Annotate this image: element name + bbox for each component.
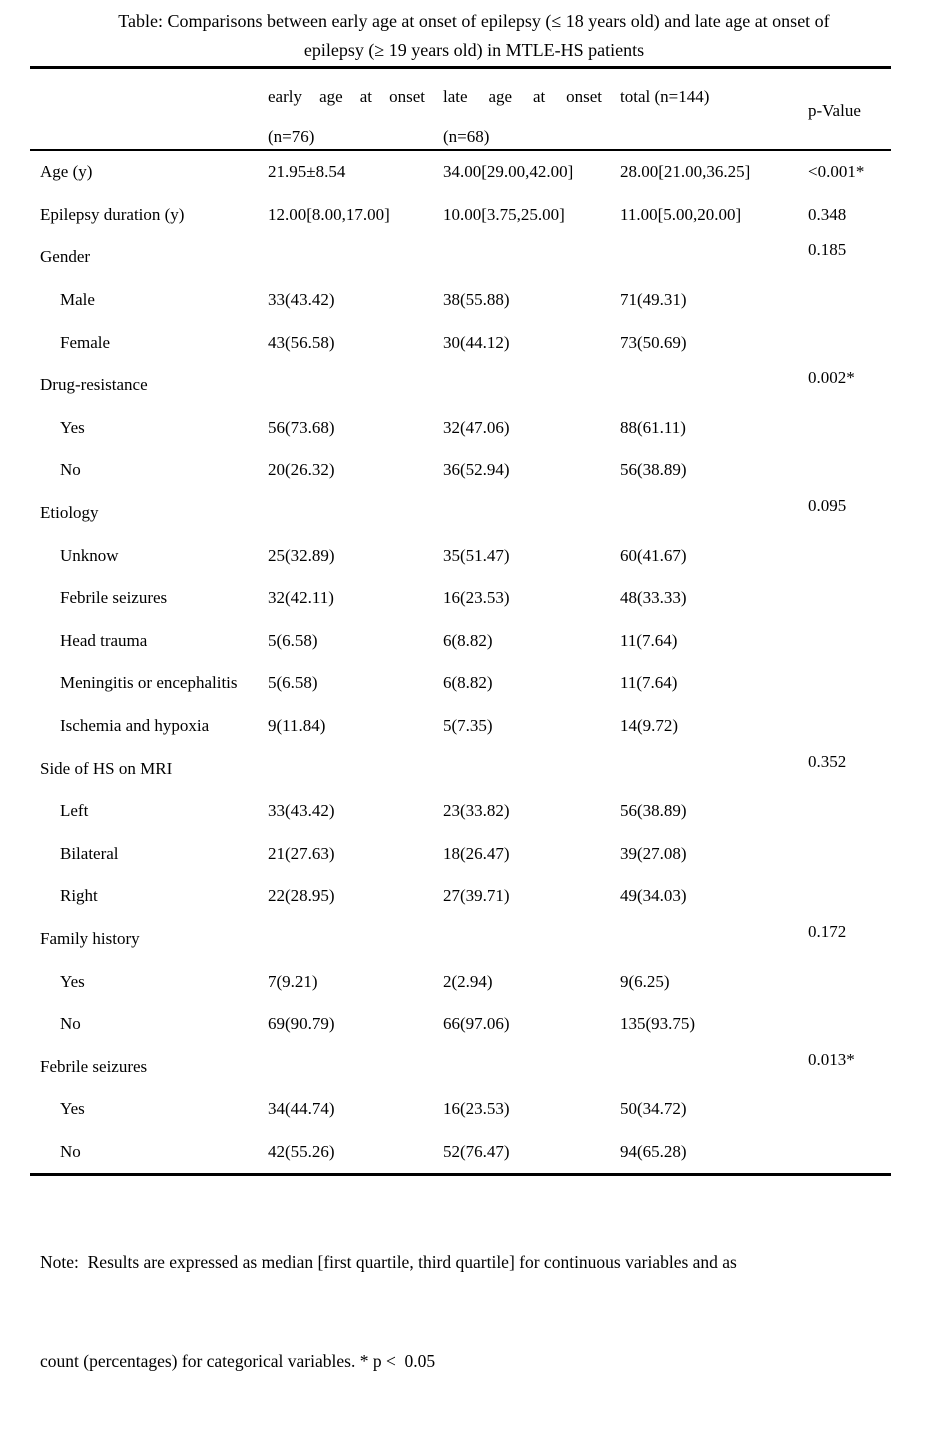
cell-pvalue: 0.348 bbox=[808, 204, 847, 224]
row-label-text: Ischemia and hypoxia bbox=[60, 716, 210, 736]
header-early-line2: (n=76) bbox=[268, 127, 315, 146]
cell-total-value: 9(6.25) bbox=[620, 971, 670, 991]
table-row bbox=[30, 492, 891, 535]
cell-row-label bbox=[30, 801, 258, 821]
cell-row-label bbox=[30, 247, 258, 267]
table-header-row bbox=[30, 69, 891, 149]
table-row bbox=[30, 1088, 891, 1131]
row-label-text: Etiology bbox=[40, 503, 99, 523]
table-row bbox=[30, 875, 891, 918]
cell-total-value: 11(7.64) bbox=[620, 673, 678, 693]
cell-total-value: 94(65.28) bbox=[620, 1141, 687, 1161]
header-cell-label bbox=[30, 69, 258, 149]
cell-late-value: 30(44.12) bbox=[443, 332, 510, 352]
header-cell-early-group bbox=[258, 69, 433, 149]
table-row bbox=[30, 279, 891, 322]
cell-total-value: 135(93.75) bbox=[620, 1014, 696, 1034]
table-title-line1: Table: Comparisons between early age at onset of epilepsy (≤ 18 years old) and late age at onset of bbox=[118, 11, 830, 31]
table-row bbox=[30, 449, 891, 492]
row-label-text: Febrile seizures bbox=[40, 1056, 148, 1076]
table-row bbox=[30, 321, 891, 364]
table-row bbox=[30, 577, 891, 620]
table-row bbox=[30, 620, 891, 663]
cell-row-label bbox=[30, 844, 258, 864]
cell-late-value: 5(7.35) bbox=[443, 716, 493, 736]
cell-row-label bbox=[30, 588, 258, 608]
cell-total-value: 39(27.08) bbox=[620, 843, 687, 863]
cell-row-label bbox=[30, 418, 258, 438]
row-label-text: Febrile seizures bbox=[60, 588, 168, 608]
cell-total-value: 28.00[21.00,36.25] bbox=[620, 162, 751, 182]
cell-early-value: 25(32.89) bbox=[268, 545, 335, 565]
header-late-line2: (n=68) bbox=[443, 127, 490, 146]
table-bottom-rule bbox=[30, 1173, 891, 1176]
cell-total-value: 88(61.11) bbox=[620, 417, 686, 437]
table-row bbox=[30, 747, 891, 790]
table-row bbox=[30, 364, 891, 407]
cell-early-value: 7(9.21) bbox=[268, 971, 318, 991]
table-row bbox=[30, 1131, 891, 1174]
table-note bbox=[40, 1180, 896, 1444]
cell-row-label bbox=[30, 503, 258, 523]
row-label-text: Yes bbox=[60, 971, 85, 991]
cell-late-value: 66(97.06) bbox=[443, 1014, 510, 1034]
cell-pvalue: 0.172 bbox=[808, 921, 847, 941]
table-row bbox=[30, 662, 891, 705]
cell-early-value: 22(28.95) bbox=[268, 886, 335, 906]
table-body bbox=[30, 151, 891, 1173]
table-row bbox=[30, 1003, 891, 1046]
cell-row-label bbox=[30, 375, 258, 395]
header-cell-pvalue bbox=[800, 69, 891, 149]
table-row bbox=[30, 960, 891, 1003]
row-label-text: Epilepsy duration (y) bbox=[40, 204, 185, 224]
row-label-text: Family history bbox=[40, 928, 140, 948]
row-label-text: No bbox=[60, 1014, 81, 1034]
cell-row-label bbox=[30, 759, 258, 779]
cell-total-value: 56(38.89) bbox=[620, 460, 687, 480]
cell-early-value: 33(43.42) bbox=[268, 290, 335, 310]
table-note-line1: Note: Results are expressed as median [first quartile, third quartile] for continuous variables and as bbox=[40, 1252, 737, 1272]
cell-total-value: 11(7.64) bbox=[620, 630, 678, 650]
cell-early-value: 21(27.63) bbox=[268, 843, 335, 863]
cell-late-value: 34.00[29.00,42.00] bbox=[443, 162, 574, 182]
table-title bbox=[0, 7, 948, 65]
cell-early-value: 21.95±8.54 bbox=[268, 162, 346, 182]
cell-row-label bbox=[30, 333, 258, 353]
cell-late-value: 10.00[3.75,25.00] bbox=[443, 204, 565, 224]
cell-row-label bbox=[30, 1014, 258, 1034]
cell-row-label bbox=[30, 460, 258, 480]
cell-early-value: 20(26.32) bbox=[268, 460, 335, 480]
cell-early-value: 42(55.26) bbox=[268, 1141, 335, 1161]
cell-row-label bbox=[30, 1142, 258, 1162]
cell-early-value: 9(11.84) bbox=[268, 716, 326, 736]
cell-row-label bbox=[30, 1057, 258, 1077]
row-label-text: Bilateral bbox=[60, 843, 119, 863]
cell-total-value: 11.00[5.00,20.00] bbox=[620, 204, 742, 224]
row-label-text: Female bbox=[60, 332, 111, 352]
cell-early-value: 43(56.58) bbox=[268, 332, 335, 352]
cell-total-value: 56(38.89) bbox=[620, 801, 687, 821]
row-label-text: No bbox=[60, 1141, 81, 1161]
cell-early-value: 5(6.58) bbox=[268, 630, 318, 650]
cell-pvalue: <0.001* bbox=[808, 162, 865, 182]
row-label-text: No bbox=[60, 460, 81, 480]
cell-pvalue: 0.185 bbox=[808, 240, 847, 260]
row-label-text: Unknow bbox=[60, 545, 119, 565]
cell-early-value: 69(90.79) bbox=[268, 1014, 335, 1034]
table-row bbox=[30, 236, 891, 279]
cell-row-label bbox=[30, 290, 258, 310]
cell-late-value: 38(55.88) bbox=[443, 290, 510, 310]
header-cell-late-group bbox=[433, 69, 610, 149]
cell-early-value: 33(43.42) bbox=[268, 801, 335, 821]
table-row bbox=[30, 1045, 891, 1088]
cell-pvalue: 0.013* bbox=[808, 1049, 855, 1069]
cell-early-value: 12.00[8.00,17.00] bbox=[268, 204, 390, 224]
cell-late-value: 27(39.71) bbox=[443, 886, 510, 906]
cell-pvalue: 0.002* bbox=[808, 368, 855, 388]
cell-late-value: 35(51.47) bbox=[443, 545, 510, 565]
cell-row-label bbox=[30, 1099, 258, 1119]
cell-row-label bbox=[30, 162, 258, 182]
row-label-text: Yes bbox=[60, 417, 85, 437]
cell-late-value: 23(33.82) bbox=[443, 801, 510, 821]
table-title-line2: epilepsy (≥ 19 years old) in MTLE-HS patients bbox=[303, 40, 645, 60]
cell-late-value: 16(23.53) bbox=[443, 588, 510, 608]
table-row bbox=[30, 790, 891, 833]
row-label-text: Yes bbox=[60, 1099, 85, 1119]
cell-late-value: 52(76.47) bbox=[443, 1141, 510, 1161]
cell-late-value: 36(52.94) bbox=[443, 460, 510, 480]
header-pvalue-label: p-Value bbox=[808, 101, 861, 120]
cell-early-value: 56(73.68) bbox=[268, 417, 335, 437]
cell-row-label bbox=[30, 205, 258, 225]
cell-late-value: 2(2.94) bbox=[443, 971, 493, 991]
cell-total-value: 71(49.31) bbox=[620, 290, 687, 310]
row-label-text: Gender bbox=[40, 247, 91, 267]
cell-row-label bbox=[30, 631, 258, 651]
cell-row-label bbox=[30, 546, 258, 566]
cell-row-label bbox=[30, 886, 258, 906]
cell-late-value: 6(8.82) bbox=[443, 673, 493, 693]
table-row bbox=[30, 407, 891, 450]
row-label-text: Age (y) bbox=[40, 162, 93, 182]
cell-row-label bbox=[30, 673, 258, 693]
cell-row-label bbox=[30, 929, 258, 949]
cell-total-value: 49(34.03) bbox=[620, 886, 687, 906]
row-label-text: Right bbox=[60, 886, 98, 906]
cell-late-value: 32(47.06) bbox=[443, 417, 510, 437]
row-label-text: Head trauma bbox=[60, 630, 148, 650]
cell-late-value: 18(26.47) bbox=[443, 843, 510, 863]
row-label-text: Left bbox=[60, 801, 89, 821]
table-note-line2: count (percentages) for categorical variables. * p < 0.05 bbox=[40, 1351, 436, 1371]
cell-early-value: 5(6.58) bbox=[268, 673, 318, 693]
cell-pvalue: 0.352 bbox=[808, 751, 847, 771]
table-row bbox=[30, 194, 891, 237]
row-label-text: Male bbox=[60, 290, 95, 310]
cell-early-value: 34(44.74) bbox=[268, 1099, 335, 1119]
table-row bbox=[30, 151, 891, 194]
header-early-line1: early age at onset bbox=[268, 87, 425, 106]
cell-total-value: 48(33.33) bbox=[620, 588, 687, 608]
cell-total-value: 14(9.72) bbox=[620, 716, 679, 736]
row-label-text: Drug-resistance bbox=[40, 375, 148, 395]
table-row bbox=[30, 833, 891, 876]
cell-total-value: 50(34.72) bbox=[620, 1099, 687, 1119]
row-label-text: Meningitis or encephalitis bbox=[60, 673, 238, 693]
header-total-label: total (n=144) bbox=[620, 87, 710, 106]
cell-row-label bbox=[30, 716, 258, 736]
cell-pvalue: 0.095 bbox=[808, 496, 847, 516]
table-row bbox=[30, 705, 891, 748]
table-row bbox=[30, 534, 891, 577]
table-row bbox=[30, 918, 891, 961]
header-cell-total bbox=[610, 69, 800, 149]
cell-row-label bbox=[30, 972, 258, 992]
cell-total-value: 60(41.67) bbox=[620, 545, 687, 565]
cell-total-value: 73(50.69) bbox=[620, 332, 687, 352]
cell-late-value: 16(23.53) bbox=[443, 1099, 510, 1119]
cell-early-value: 32(42.11) bbox=[268, 588, 334, 608]
row-label-text: Side of HS on MRI bbox=[40, 758, 173, 778]
header-late-line1: late age at onset bbox=[443, 87, 602, 106]
cell-late-value: 6(8.82) bbox=[443, 630, 493, 650]
